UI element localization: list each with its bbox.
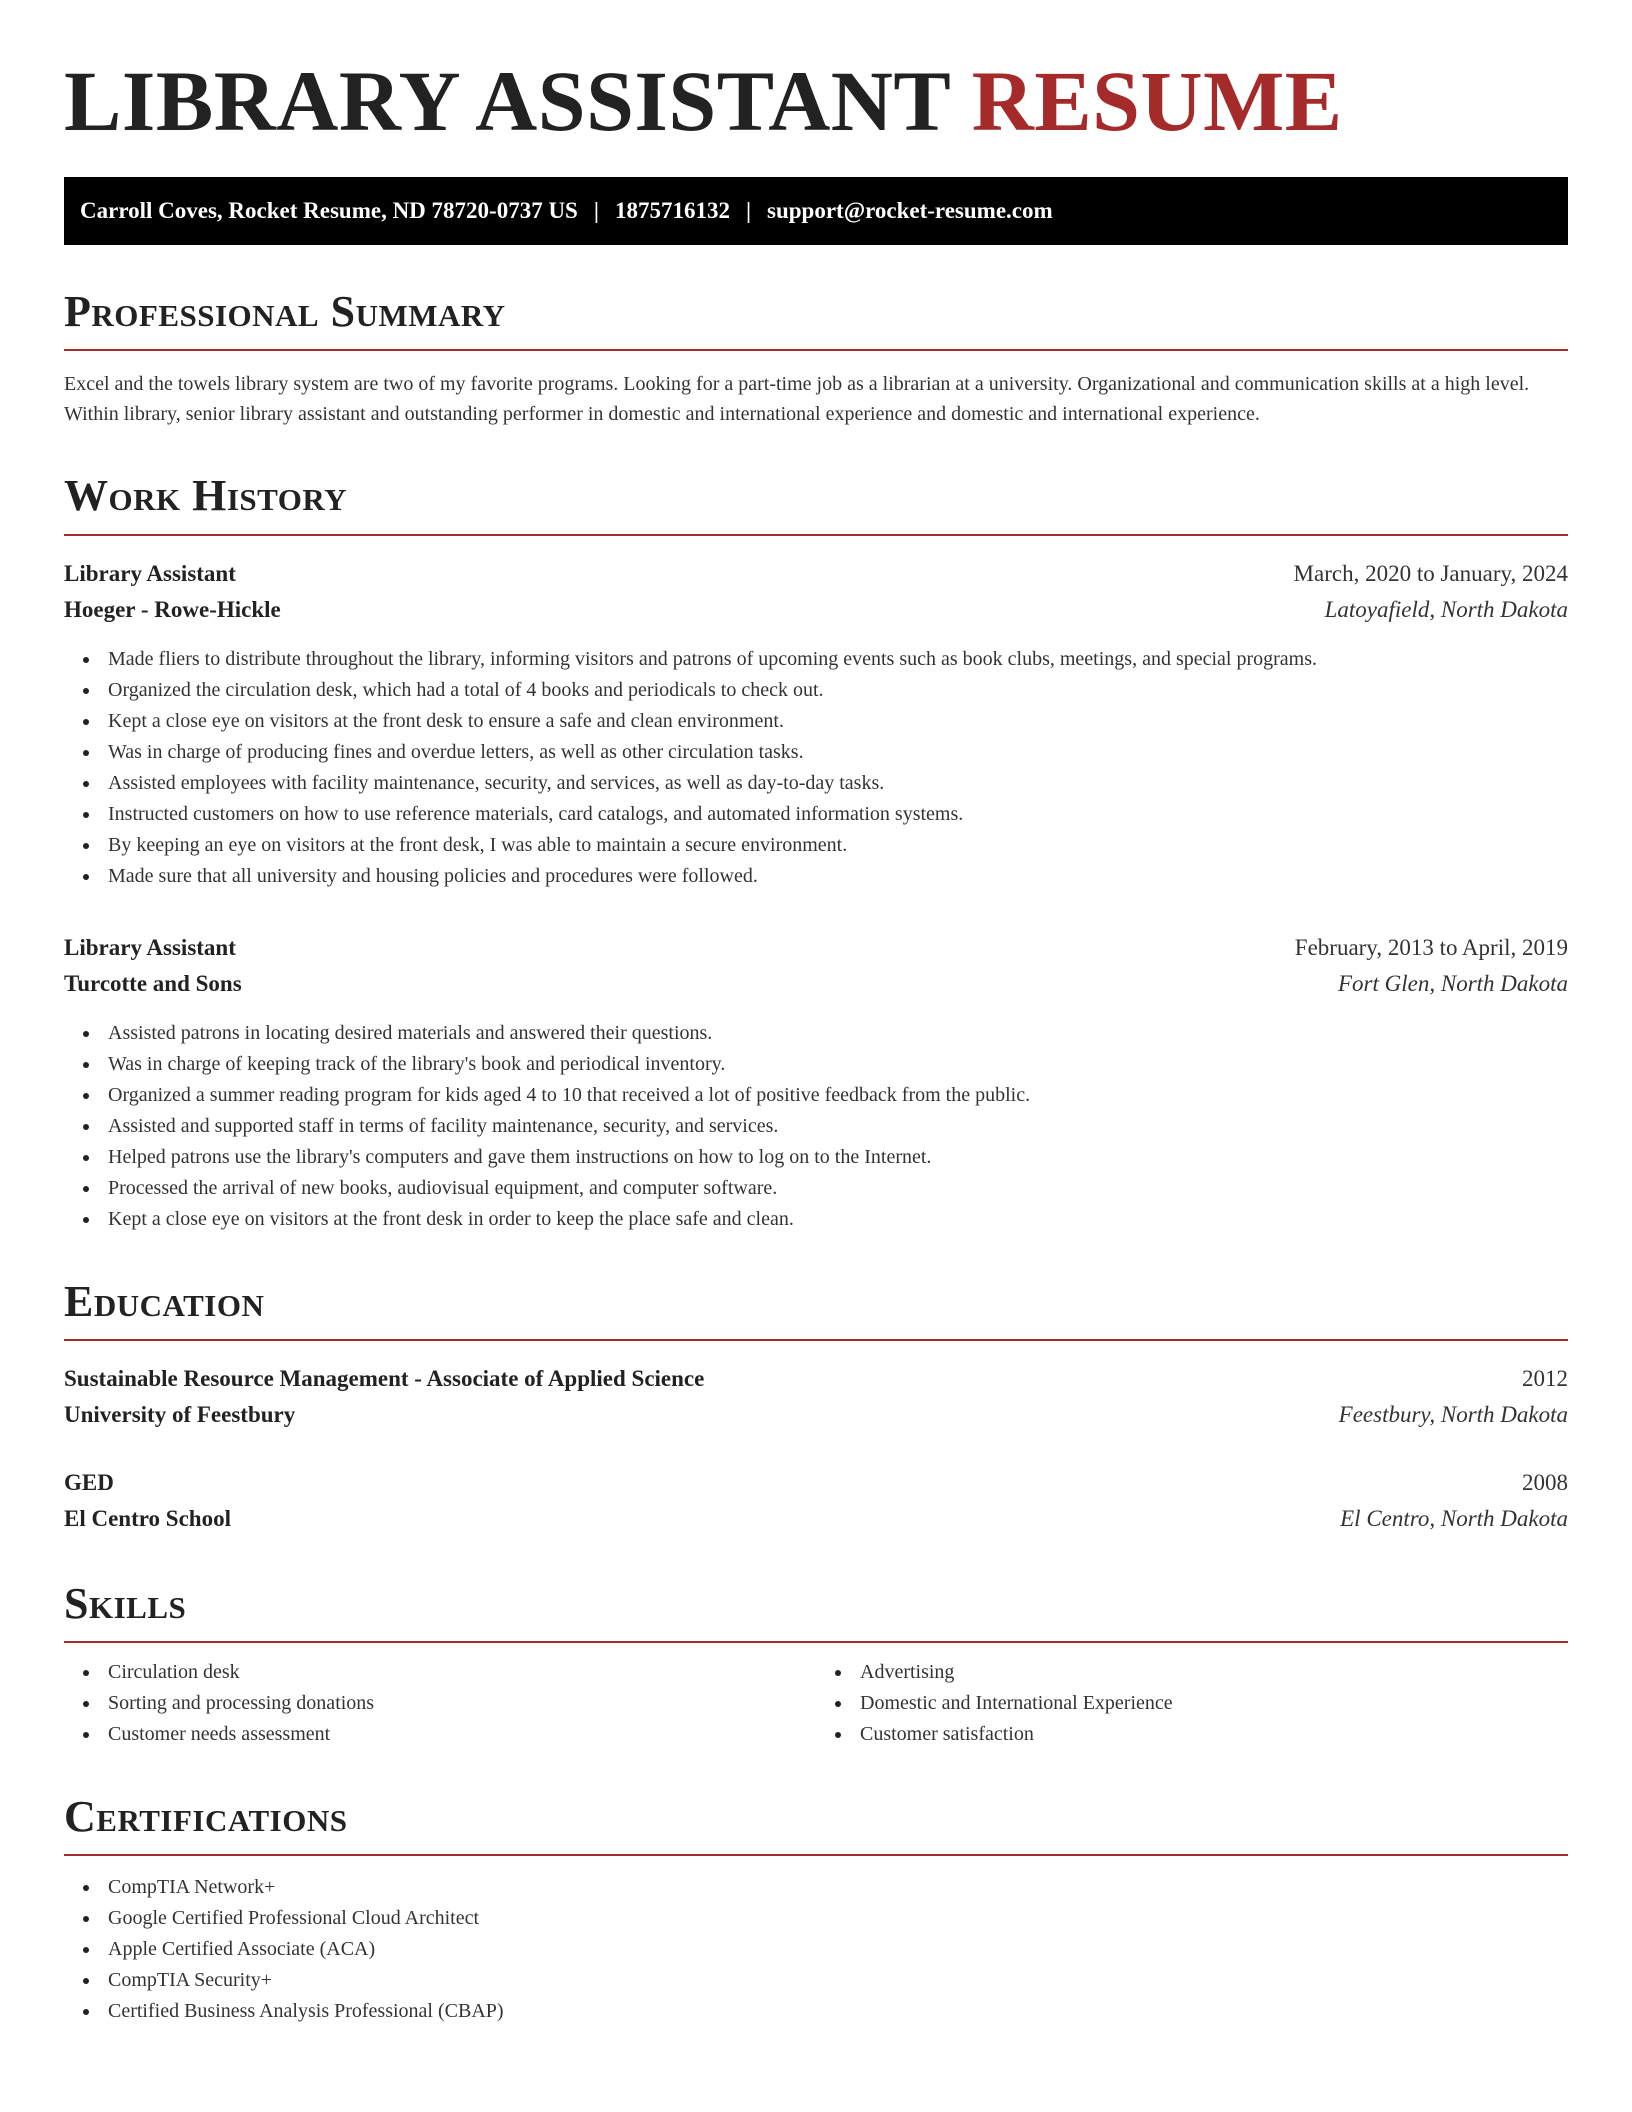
contact-email: support@rocket-resume.com [767,198,1053,224]
skill-item: Domestic and International Experience [860,1688,1568,1719]
skill-item: Circulation desk [108,1657,816,1688]
certification-item: Certified Business Analysis Professional (CBAP) [108,1996,1568,2027]
job-title: Library Assistant [64,560,236,586]
certification-item: Google Certified Professional Cloud Architect [108,1903,1568,1934]
job-duty: Organized the circulation desk, which had a total of 4 books and periodicals to check out. [108,675,1568,706]
job-duty: Assisted employees with facility maintenance, security, and services, as well as day-to-day tasks. [108,768,1568,799]
job-duties-list [64,644,1568,892]
job-duty: Made fliers to distribute throughout the library, informing visitors and patrons of upcoming events such as book clubs, meetings, and special programs. [108,644,1568,675]
contact-phone: 1875716132 [614,198,730,224]
job-title: Library Assistant [64,934,236,960]
job-duty: Organized a summer reading program for kids aged 4 to 10 that received a lot of positive feedback from the public. [108,1080,1568,1111]
job-duty: Kept a close eye on visitors at the front desk in order to keep the place safe and clean. [108,1204,1568,1235]
education-degree: Sustainable Resource Management - Associate of Applied Science [64,1365,705,1391]
job-duty: Made sure that all university and housing policies and procedures were followed. [108,861,1568,892]
education-location: Feestbury, North Dakota [1338,1401,1568,1427]
certification-item: CompTIA Network+ [108,1872,1568,1903]
education-degree-row [64,1361,1568,1397]
job-company-row [64,966,1568,1002]
skill-item: Customer satisfaction [860,1719,1568,1750]
job-duty: Helped patrons use the library's computers and gave them instructions on how to log on to the Internet. [108,1142,1568,1173]
contact-separator: | [745,198,752,224]
summary-heading: Professional Summary [64,289,1568,351]
certification-item: CompTIA Security+ [108,1965,1568,1996]
job-dates: March, 2020 to January, 2024 [1293,560,1568,586]
title-accent: RESUME [971,53,1343,149]
education-degree-row [64,1465,1568,1501]
job-company: Turcotte and Sons [64,970,242,996]
education-entry [64,1465,1568,1537]
title-main: LIBRARY ASSISTANT [64,53,950,149]
job-duty: Assisted and supported staff in terms of facility maintenance, security, and services. [108,1111,1568,1142]
job-duty: Was in charge of producing fines and overdue letters, as well as other circulation tasks. [108,737,1568,768]
skills-grid [64,1657,1568,1750]
education-year: 2012 [1522,1365,1568,1391]
job-duties-list [64,1018,1568,1235]
job-company: Hoeger - Rowe-Hickle [64,596,281,622]
skills-heading: Skills [64,1581,1568,1643]
summary-text: Excel and the towels library system are two of my favorite programs. Looking for a part-time job as a librarian at a university. Organizational and communication skills at a high level. Within library, senior library assistant and outstanding performer in domestic and international experience and domestic and international experience. [64,373,1530,426]
education-school: University of Feestbury [64,1401,296,1427]
job-dates: February, 2013 to April, 2019 [1294,934,1568,960]
job-title-row [64,930,1568,966]
job-duty: Was in charge of keeping track of the library's book and periodical inventory. [108,1049,1568,1080]
job-entry [64,556,1568,892]
job-title-row [64,556,1568,592]
job-duty: Assisted patrons in locating desired materials and answered their questions. [108,1018,1568,1049]
job-location: Fort Glen, North Dakota [1338,970,1568,996]
skill-item: Customer needs assessment [108,1719,816,1750]
skills-list-right [816,1657,1568,1750]
job-company-row [64,592,1568,628]
education-year: 2008 [1522,1469,1568,1495]
work-history-heading: Work History [64,473,1568,535]
contact-separator: | [593,198,599,224]
education-school: El Centro School [64,1505,231,1531]
job-duty: Instructed customers on how to use reference materials, card catalogs, and automated information systems. [108,799,1568,830]
certifications-heading: Certifications [64,1794,1568,1856]
education-school-row [64,1397,1568,1433]
skill-item: Advertising [860,1657,1568,1688]
job-duty: By keeping an eye on visitors at the front desk, I was able to maintain a secure environment. [108,830,1568,861]
education-location: El Centro, North Dakota [1340,1505,1568,1531]
contact-bar [64,177,1568,245]
certifications-list [64,1872,1568,2027]
skills-list-left [64,1657,816,1750]
job-duty: Processed the arrival of new books, audiovisual equipment, and computer software. [108,1173,1568,1204]
education-degree: GED [64,1469,114,1495]
education-school-row [64,1501,1568,1537]
job-entry [64,930,1568,1235]
education-heading: Education [64,1279,1568,1341]
certification-item: Apple Certified Associate (ACA) [108,1934,1568,1965]
job-duty: Kept a close eye on visitors at the front desk to ensure a safe and clean environment. [108,706,1568,737]
job-location: Latoyafield, North Dakota [1324,596,1568,622]
resume-title [64,50,1568,153]
skill-item: Sorting and processing donations [108,1688,816,1719]
education-entry [64,1361,1568,1433]
contact-address: Carroll Coves, Rocket Resume, ND 78720-0737 US [80,198,578,224]
